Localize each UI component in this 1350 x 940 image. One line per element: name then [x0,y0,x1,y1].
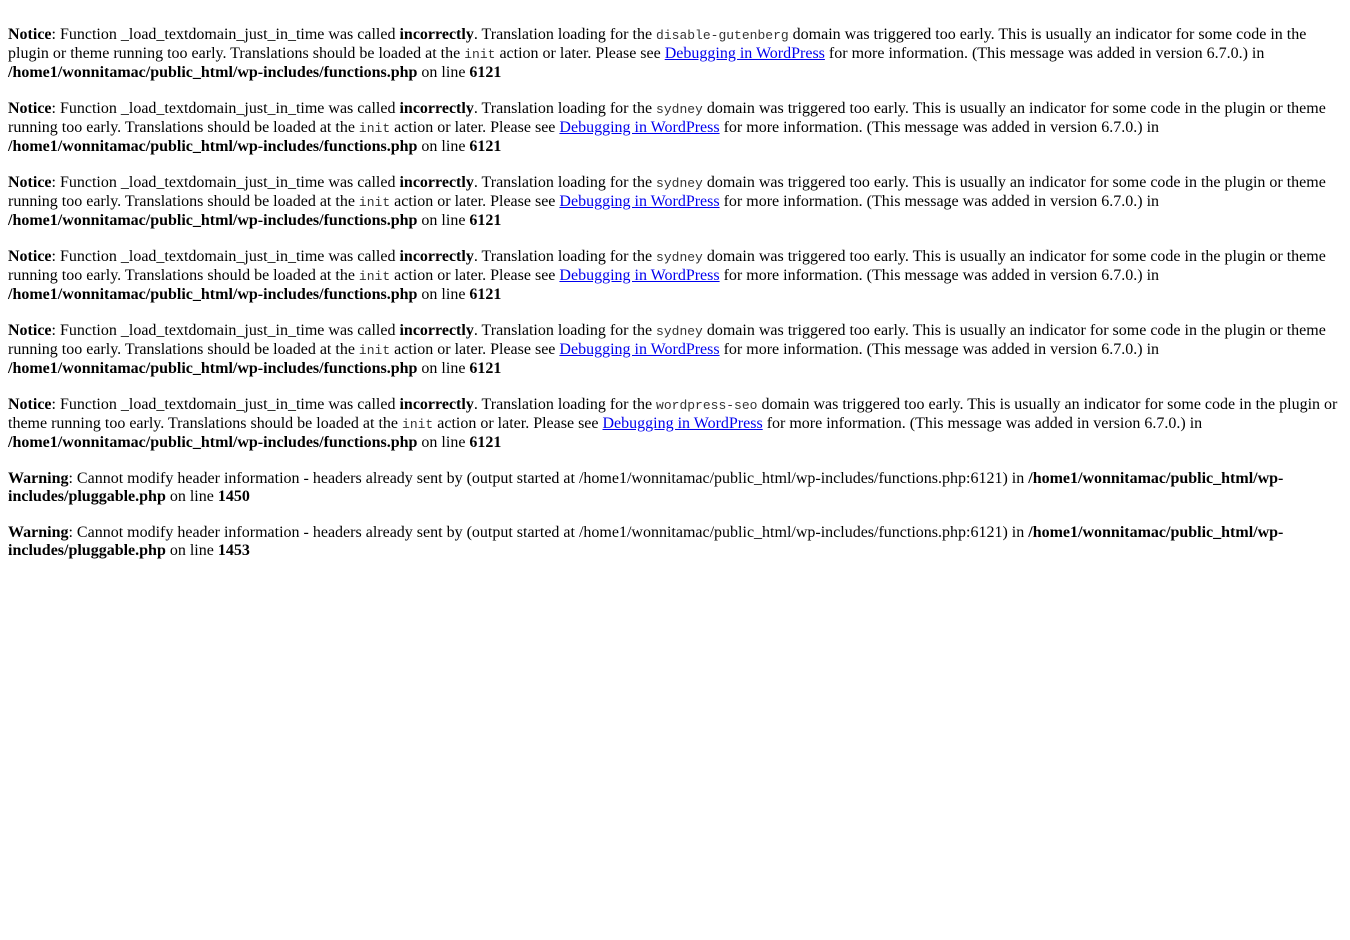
notice-text: domain was triggered too early. This is usually an indicator for some code in the plugin or theme running too early. Translations should be loaded at the [8,174,1326,210]
notice-text: domain was triggered too early. This is usually an indicator for some code in the plugin or theme running too early. Translations should be loaded at the [8,322,1326,358]
debugging-link[interactable]: Debugging in WordPress [559,341,720,358]
warning-message [8,524,1342,560]
hook-code: init [402,417,434,432]
file-path: /home1/wonnitamac/public_html/wp-includes/pluggable.php [8,524,1284,559]
hook-code: init [358,343,391,358]
notice-text: : Function _load_textdomain_just_in_time was called [51,100,400,117]
line-number: 6121 [469,64,502,81]
notice-text: for more information. (This message was added in version 6.7.0.) in [762,415,1203,432]
notice-text: . Translation loading for the [473,100,657,117]
notice-text: on line [417,138,470,155]
text-domain-code: sydney [656,102,703,117]
notice-emphasis: incorrectly [399,248,474,265]
notice-text: action or later. Please see [390,267,560,284]
notice-text: . Translation loading for the [473,174,657,191]
notice-text: : Function _load_textdomain_just_in_time was called [51,248,400,265]
text-domain-code: sydney [656,176,703,191]
notice-label: Notice [8,396,52,413]
notice-label: Notice [8,322,52,339]
warning-text: : Cannot modify header information - headers already sent by (output started at /home1/wonnitamac/public_html/wp-includes/functions.php:6121) in [68,524,1029,541]
notice-text: on line [417,64,470,81]
file-path: /home1/wonnitamac/public_html/wp-includes/functions.php [8,64,418,81]
notice-text: for more information. (This message was added in version 6.7.0.) in [719,341,1160,358]
notice-text: domain was triggered too early. This is usually an indicator for some code in the plugin or theme running too early. Translations should be loaded at the [8,248,1326,284]
line-number: 6121 [469,434,502,451]
text-domain-code: sydney [656,324,703,339]
hook-code: init [464,47,496,62]
notice-text: domain was triggered too early. This is usually an indicator for some code in the plugin or theme running too early. Translations should be loaded at the [8,396,1338,432]
line-number: 6121 [469,138,502,155]
notice-text: on line [417,212,470,229]
hook-code: init [358,121,391,136]
notice-message [8,248,1342,304]
debugging-link[interactable]: Debugging in WordPress [559,193,720,210]
notice-emphasis: incorrectly [399,322,474,339]
line-number: 1450 [217,488,250,505]
hook-code: init [358,269,391,284]
notice-text: : Function _load_textdomain_just_in_time was called [51,26,400,43]
notice-text: for more information. (This message was added in version 6.7.0.) in [719,193,1160,210]
text-domain-code: sydney [656,250,703,265]
notice-text: domain was triggered too early. This is usually an indicator for some code in the plugin or theme running too early. Translations should be loaded at the [8,100,1326,136]
notice-text: action or later. Please see [390,341,560,358]
line-number: 6121 [469,212,502,229]
notice-text: on line [417,360,470,377]
warning-text: on line [165,542,218,559]
notice-label: Notice [8,26,52,43]
line-number: 1453 [217,542,250,559]
notice-text: : Function _load_textdomain_just_in_time was called [51,396,400,413]
notice-emphasis: incorrectly [399,396,474,413]
notice-text: . Translation loading for the [473,322,657,339]
debugging-link[interactable]: Debugging in WordPress [602,415,763,432]
notice-text: domain was triggered too early. This is usually an indicator for some code in the plugin or theme running too early. Translations should be loaded at the [8,26,1307,62]
text-domain-code: wordpress-seo [656,398,758,413]
warning-text: : Cannot modify header information - headers already sent by (output started at /home1/wonnitamac/public_html/wp-includes/functions.php:6121) in [68,470,1029,487]
notice-emphasis: incorrectly [399,26,474,43]
notice-label: Notice [8,100,52,117]
notice-emphasis: incorrectly [399,174,474,191]
warning-text: on line [165,488,218,505]
debugging-link[interactable]: Debugging in WordPress [664,45,825,62]
notice-message [8,396,1342,452]
warning-label: Warning [8,470,69,487]
notice-emphasis: incorrectly [399,100,474,117]
file-path: /home1/wonnitamac/public_html/wp-includes/functions.php [8,286,418,303]
hook-code: init [358,195,391,210]
notice-text: : Function _load_textdomain_just_in_time was called [51,174,400,191]
notice-text: on line [417,434,470,451]
notice-text: . Translation loading for the [473,248,657,265]
file-path: /home1/wonnitamac/public_html/wp-includes/functions.php [8,212,418,229]
notice-text: : Function _load_textdomain_just_in_time was called [51,322,400,339]
warning-message [8,470,1342,506]
line-number: 6121 [469,360,502,377]
notice-text: action or later. Please see [390,119,560,136]
notice-text: . Translation loading for the [473,26,657,43]
file-path: /home1/wonnitamac/public_html/wp-includes/functions.php [8,360,418,377]
notice-text: action or later. Please see [433,415,603,432]
notice-text: for more information. (This message was added in version 6.7.0.) in [824,45,1265,62]
file-path: /home1/wonnitamac/public_html/wp-includes/functions.php [8,138,418,155]
file-path: /home1/wonnitamac/public_html/wp-includes/functions.php [8,434,418,451]
notice-text: action or later. Please see [495,45,665,62]
notice-label: Notice [8,174,52,191]
line-number: 6121 [469,286,502,303]
notice-text: action or later. Please see [390,193,560,210]
notice-label: Notice [8,248,52,265]
warning-label: Warning [8,524,69,541]
notice-text: for more information. (This message was added in version 6.7.0.) in [719,119,1160,136]
notice-text: for more information. (This message was added in version 6.7.0.) in [719,267,1160,284]
debugging-link[interactable]: Debugging in WordPress [559,119,720,136]
notice-message [8,322,1342,378]
notice-message [8,174,1342,230]
notice-text: . Translation loading for the [473,396,657,413]
file-path: /home1/wonnitamac/public_html/wp-includes/pluggable.php [8,470,1284,505]
debugging-link[interactable]: Debugging in WordPress [559,267,720,284]
notice-message [8,100,1342,156]
notice-text: on line [417,286,470,303]
text-domain-code: disable-gutenberg [656,28,789,43]
notice-message [8,26,1342,82]
